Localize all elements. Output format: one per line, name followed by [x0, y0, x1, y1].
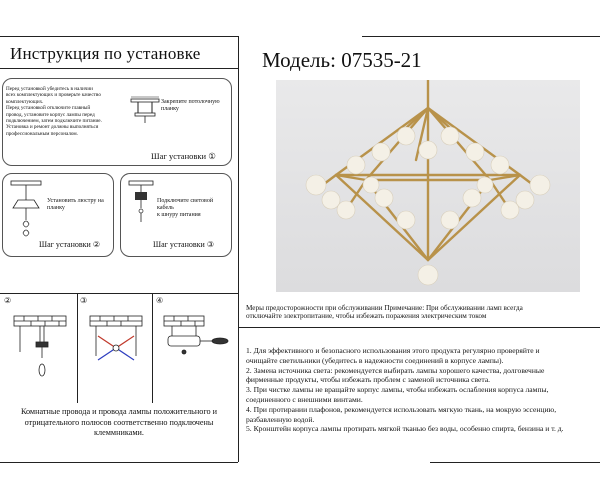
step2-instruction: Установить люстру на планку — [47, 198, 104, 211]
maintenance-item: 4. При протирании плафонов, рекомендуется использовать мягкую ткань, на мокрую эссенцию, — [246, 404, 557, 414]
step3-caption: Шаг установки ③ — [153, 240, 214, 249]
wiring-number-2: ② — [4, 296, 12, 305]
maintenance-item: 1. Для эффективного и безопасного использования этого продукта регулярно проверяйте и — [246, 346, 540, 355]
step3-panel — [120, 173, 232, 257]
ceiling-bracket-icon — [129, 93, 163, 127]
chandelier-photo — [276, 80, 580, 292]
wiring-divider-2 — [152, 293, 153, 403]
bottom-left-rule — [0, 462, 238, 463]
step2-caption: Шаг установки ② — [39, 240, 100, 249]
power-cable-icon — [127, 178, 157, 234]
step1-instruction: Закрепите потолочную планку — [161, 99, 220, 112]
chandelier-mount-icon — [9, 178, 45, 244]
maintenance-item: соединенного с внешними винтами. — [246, 394, 363, 404]
maintenance-item: 3. При чистке лампы не вращайте корпус лампы, чтобы избежать ослабления корпуса лампы, — [246, 385, 549, 395]
wiring-diagram-2-icon — [86, 312, 146, 372]
bottom-right-rule — [430, 462, 600, 463]
top-right-rule — [362, 36, 600, 37]
right-mid-rule — [238, 327, 600, 328]
model-title: Модель: 07535-21 — [262, 48, 422, 72]
maintenance-item: очищайте светильники (убедитесь в надежности соединений в корпусе лампы). — [246, 355, 504, 365]
wiring-number-4: ④ — [156, 296, 164, 305]
step2-panel — [2, 173, 114, 257]
wiring-diagram-3-icon — [160, 312, 232, 362]
page-title: Инструкция по установке — [10, 44, 201, 63]
wiring-diagram-1-icon — [10, 312, 70, 384]
maintenance-list — [246, 346, 598, 434]
wiring-number-3: ③ — [80, 296, 88, 305]
maintenance-item: 5. Кронштейн корпуса лампы протирать мягкой тканью без воды, особенно спирта, бензина и т. д. — [246, 424, 564, 434]
wiring-note: Комнатные провода и провода лампы положительного и отрицательного полюсов соответственно подключены клеммниками. — [20, 407, 218, 437]
center-divider — [238, 36, 239, 462]
maintenance-item: 2. Замена источника света: рекомендуется выбирать лампы хорошего качества, долговечные — [246, 365, 545, 375]
left-header-rule — [0, 68, 238, 69]
maintenance-item: разбавленную водой. — [246, 414, 315, 424]
chandelier-icon — [276, 80, 580, 292]
warning-text: Перед установкой убедитесь в наличии всех комплектующих и проверьте качество комплектующих. Перед установкой отключите главный провод, установите корпус лампы перед подключением, затем подключите питание. Установка и ремонт должны выполняться профессиональным персоналом. — [6, 86, 102, 137]
left-mid-rule — [0, 293, 238, 294]
step1-panel — [2, 78, 232, 166]
maintenance-item: фирменные продукты, чтобы избежать проблем с заменой источника света. — [246, 375, 491, 385]
precautions-text: Меры предосторожности при обслуживании Примечание: При обслуживании ламп всегда отключайте электропитание, чтобы избежать поражения электрическим током — [246, 304, 523, 321]
top-left-rule — [0, 36, 238, 37]
step3-instruction: Подключите световой кабель к шнуру питания — [157, 198, 214, 218]
step1-caption: Шаг установки ① — [151, 151, 216, 161]
wiring-divider-1 — [77, 293, 78, 403]
